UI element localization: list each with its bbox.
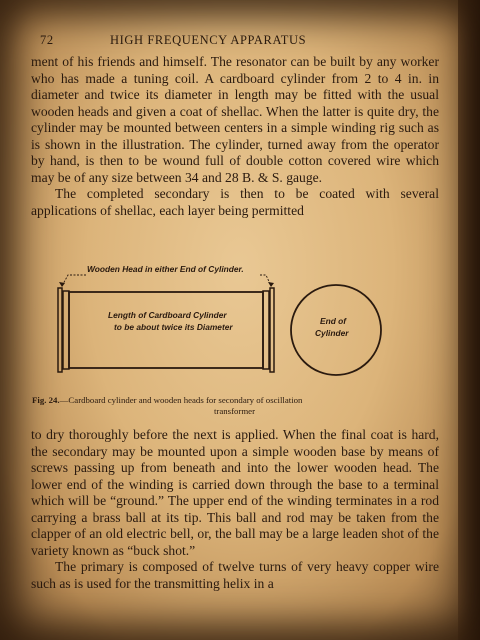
caption-line-1 <box>32 395 437 406</box>
paragraph: The completed secondary is then to be coated with several applications of shellac, each layer being permitted <box>31 186 439 218</box>
left-wooden-head <box>58 288 62 372</box>
body-text-bottom <box>31 427 439 592</box>
label-wooden-head: Wooden Head in either End of Cylinder. <box>87 264 244 274</box>
paragraph: ment of his friends and himself. The resonator can be built by any worker who has made a tuning coil. A cardboard cylinder from 2 to 4 in. in diameter and twice its diameter in length may be fitted with the usual wooden heads and given a coat of shellac. When the latter is quite dry, the cylinder may be mounted between centers in a simple winding rig such as is shown in the illustration. The cylinder, turned away from the operator by hand, is then to be wound full of double cotton covered wire which may be of any size between 34 and 28 B. & S. gauge. <box>31 54 439 185</box>
label-end-line2: Cylinder <box>315 328 349 338</box>
arrow-left <box>59 282 65 287</box>
running-head: HIGH FREQUENCY APPARATUS <box>110 33 307 47</box>
page-number: 72 <box>40 33 54 47</box>
caption-line-2: transformer <box>213 406 256 416</box>
cylinder-diagram <box>28 260 440 392</box>
label-end-line1: End of <box>320 316 347 326</box>
page-header <box>40 33 438 49</box>
caption-text: —Cardboard cylinder and wooden heads for secondary of oscillation <box>59 395 303 405</box>
figure-24 <box>28 260 440 392</box>
label-length-line2: to be about twice its Diameter <box>114 322 233 332</box>
paragraph: to dry thoroughly before the next is applied. When the final coat is hard, the secondary may be mounted upon a simple wooden base by means of screws passing up from beneath and into the lower wooden head. The lower end of the winding is carried down through the base to a terminal which will be “ground.” The upper end of the winding terminates in a rod carrying a brass ball at its tip. This ball and rod may be taken from the clapper of an old electric bell, or, the ball may be a large leaden shot of the variety known as “buck shot.” <box>31 427 439 558</box>
paragraph: The primary is composed of twelve turns of very heavy copper wire such as is used for the transmitting helix in a <box>31 559 439 591</box>
label-length-line1: Length of Cardboard Cylinder <box>108 310 227 320</box>
figure-caption <box>32 395 437 417</box>
right-wooden-head <box>270 288 274 372</box>
book-spine-shadow <box>458 0 480 640</box>
body-text-top <box>31 54 439 219</box>
caption-figure-number: Fig. 24. <box>32 395 60 405</box>
leader-line-right <box>260 275 271 286</box>
leader-line-left <box>62 275 86 286</box>
arrow-right <box>268 282 274 287</box>
